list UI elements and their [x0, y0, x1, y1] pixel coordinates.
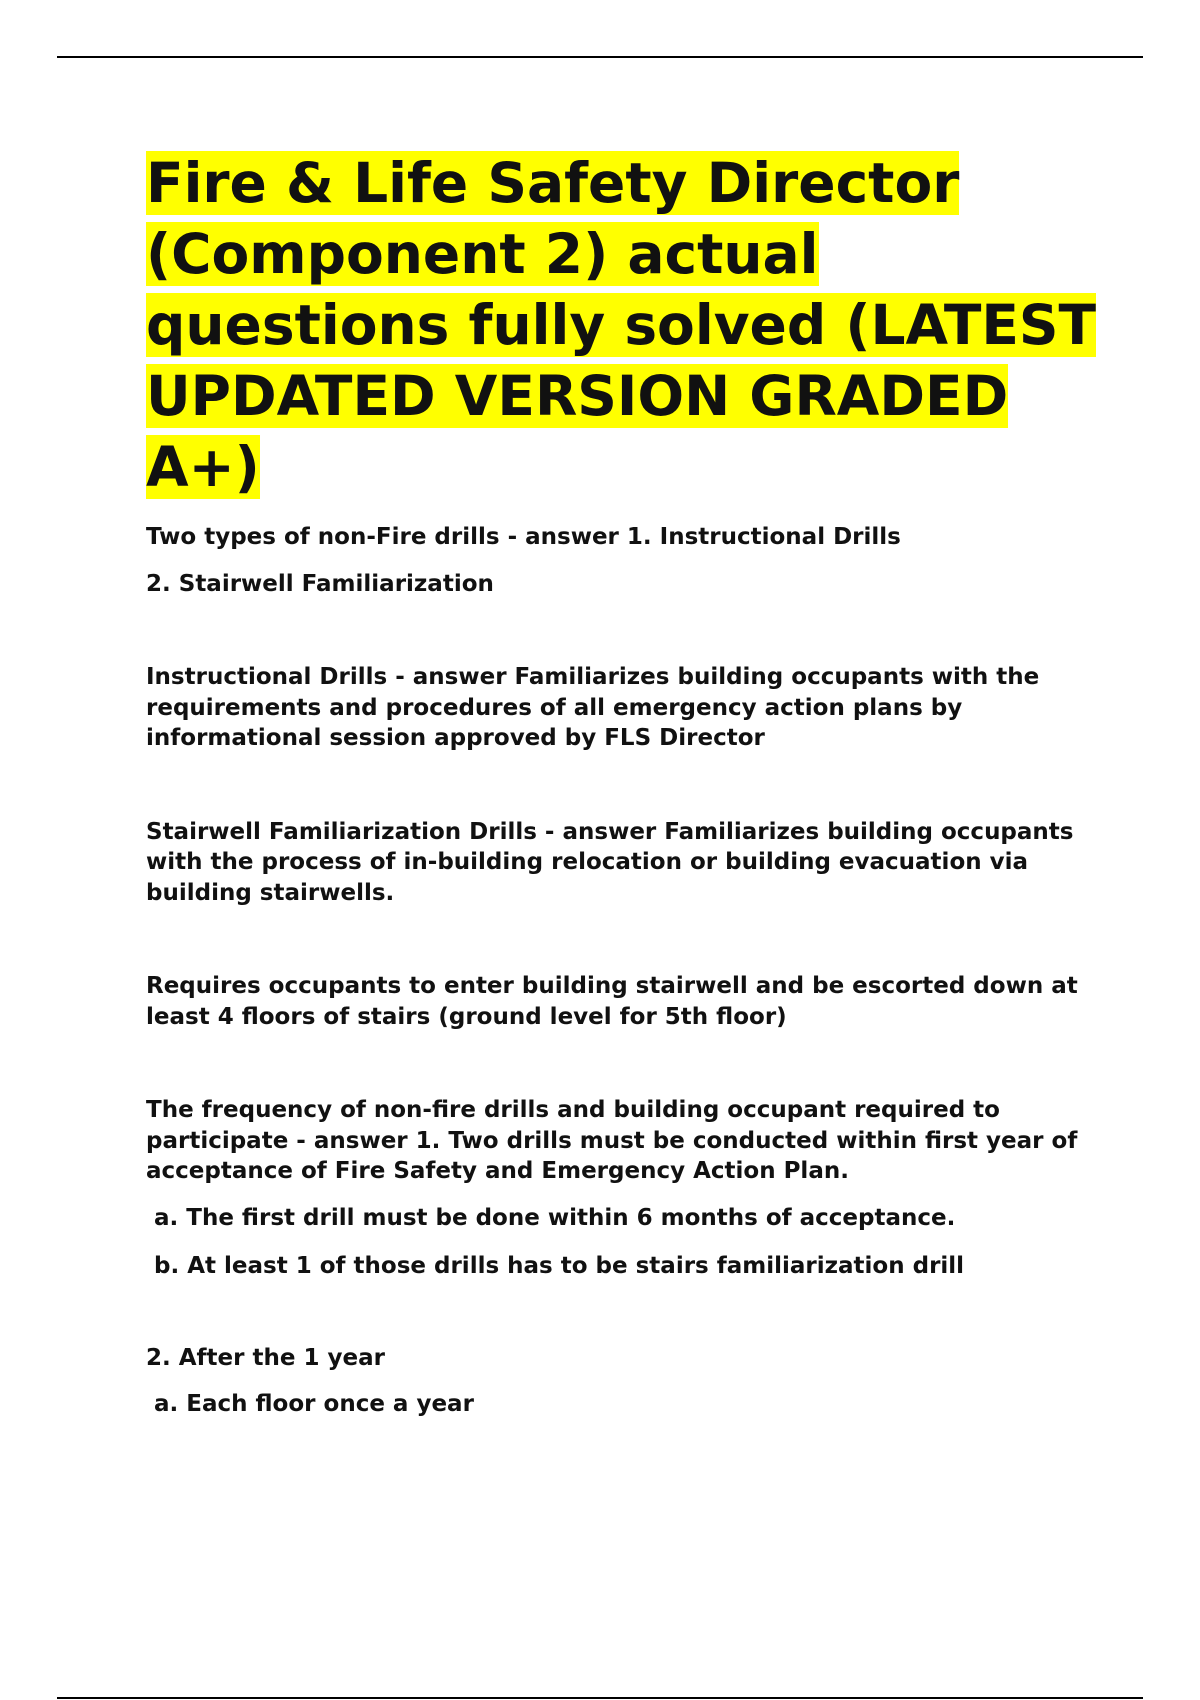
paragraph-first-drill: a. The first drill must be done within 6 months of acceptance. [154, 1204, 956, 1231]
paragraph-stairwell-drills: Stairwell Familiarization Drills - answer Familiarizes building occupants with the process of in-building relocation or building evacuation via building stairwells. [146, 818, 1074, 906]
paragraph-stairwell-familiarization: 2. Stairwell Familiarization [146, 570, 494, 597]
document-body [146, 148, 1106, 1420]
title-highlight: Fire & Life Safety Director (Component 2) actual questions fully solved (LATEST UPDATED VERSION GRADED A+) [146, 151, 1097, 499]
paragraph-instructional-drills: Instructional Drills - answer Familiarizes building occupants with the requirements and procedures of all emergency action plans by informational session approved by FLS Director [146, 664, 1040, 751]
top-rule [57, 56, 1143, 58]
document-title [146, 148, 1106, 503]
paragraph-non-fire-drill-types: Two types of non-Fire drills - answer 1. Instructional Drills [146, 524, 901, 550]
bottom-rule [57, 1697, 1143, 1699]
paragraph-each-floor: a. Each floor once a year [154, 1391, 474, 1417]
paragraph-stairs-drill: b. At least 1 of those drills has to be stairs familiarization drill [154, 1253, 965, 1279]
paragraph-drill-frequency: The frequency of non-fire drills and building occupant required to participate - answer 1. Two drills must be conducted within first year of acceptance of Fire Safety and Emergency Action Plan. [146, 1097, 1078, 1184]
paragraph-after-one-year: 2. After the 1 year [146, 1344, 385, 1371]
paragraph-stairwell-requirements: Requires occupants to enter building stairwell and be escorted down at least 4 floors of stairs (ground level for 5th floor) [146, 973, 1078, 1030]
